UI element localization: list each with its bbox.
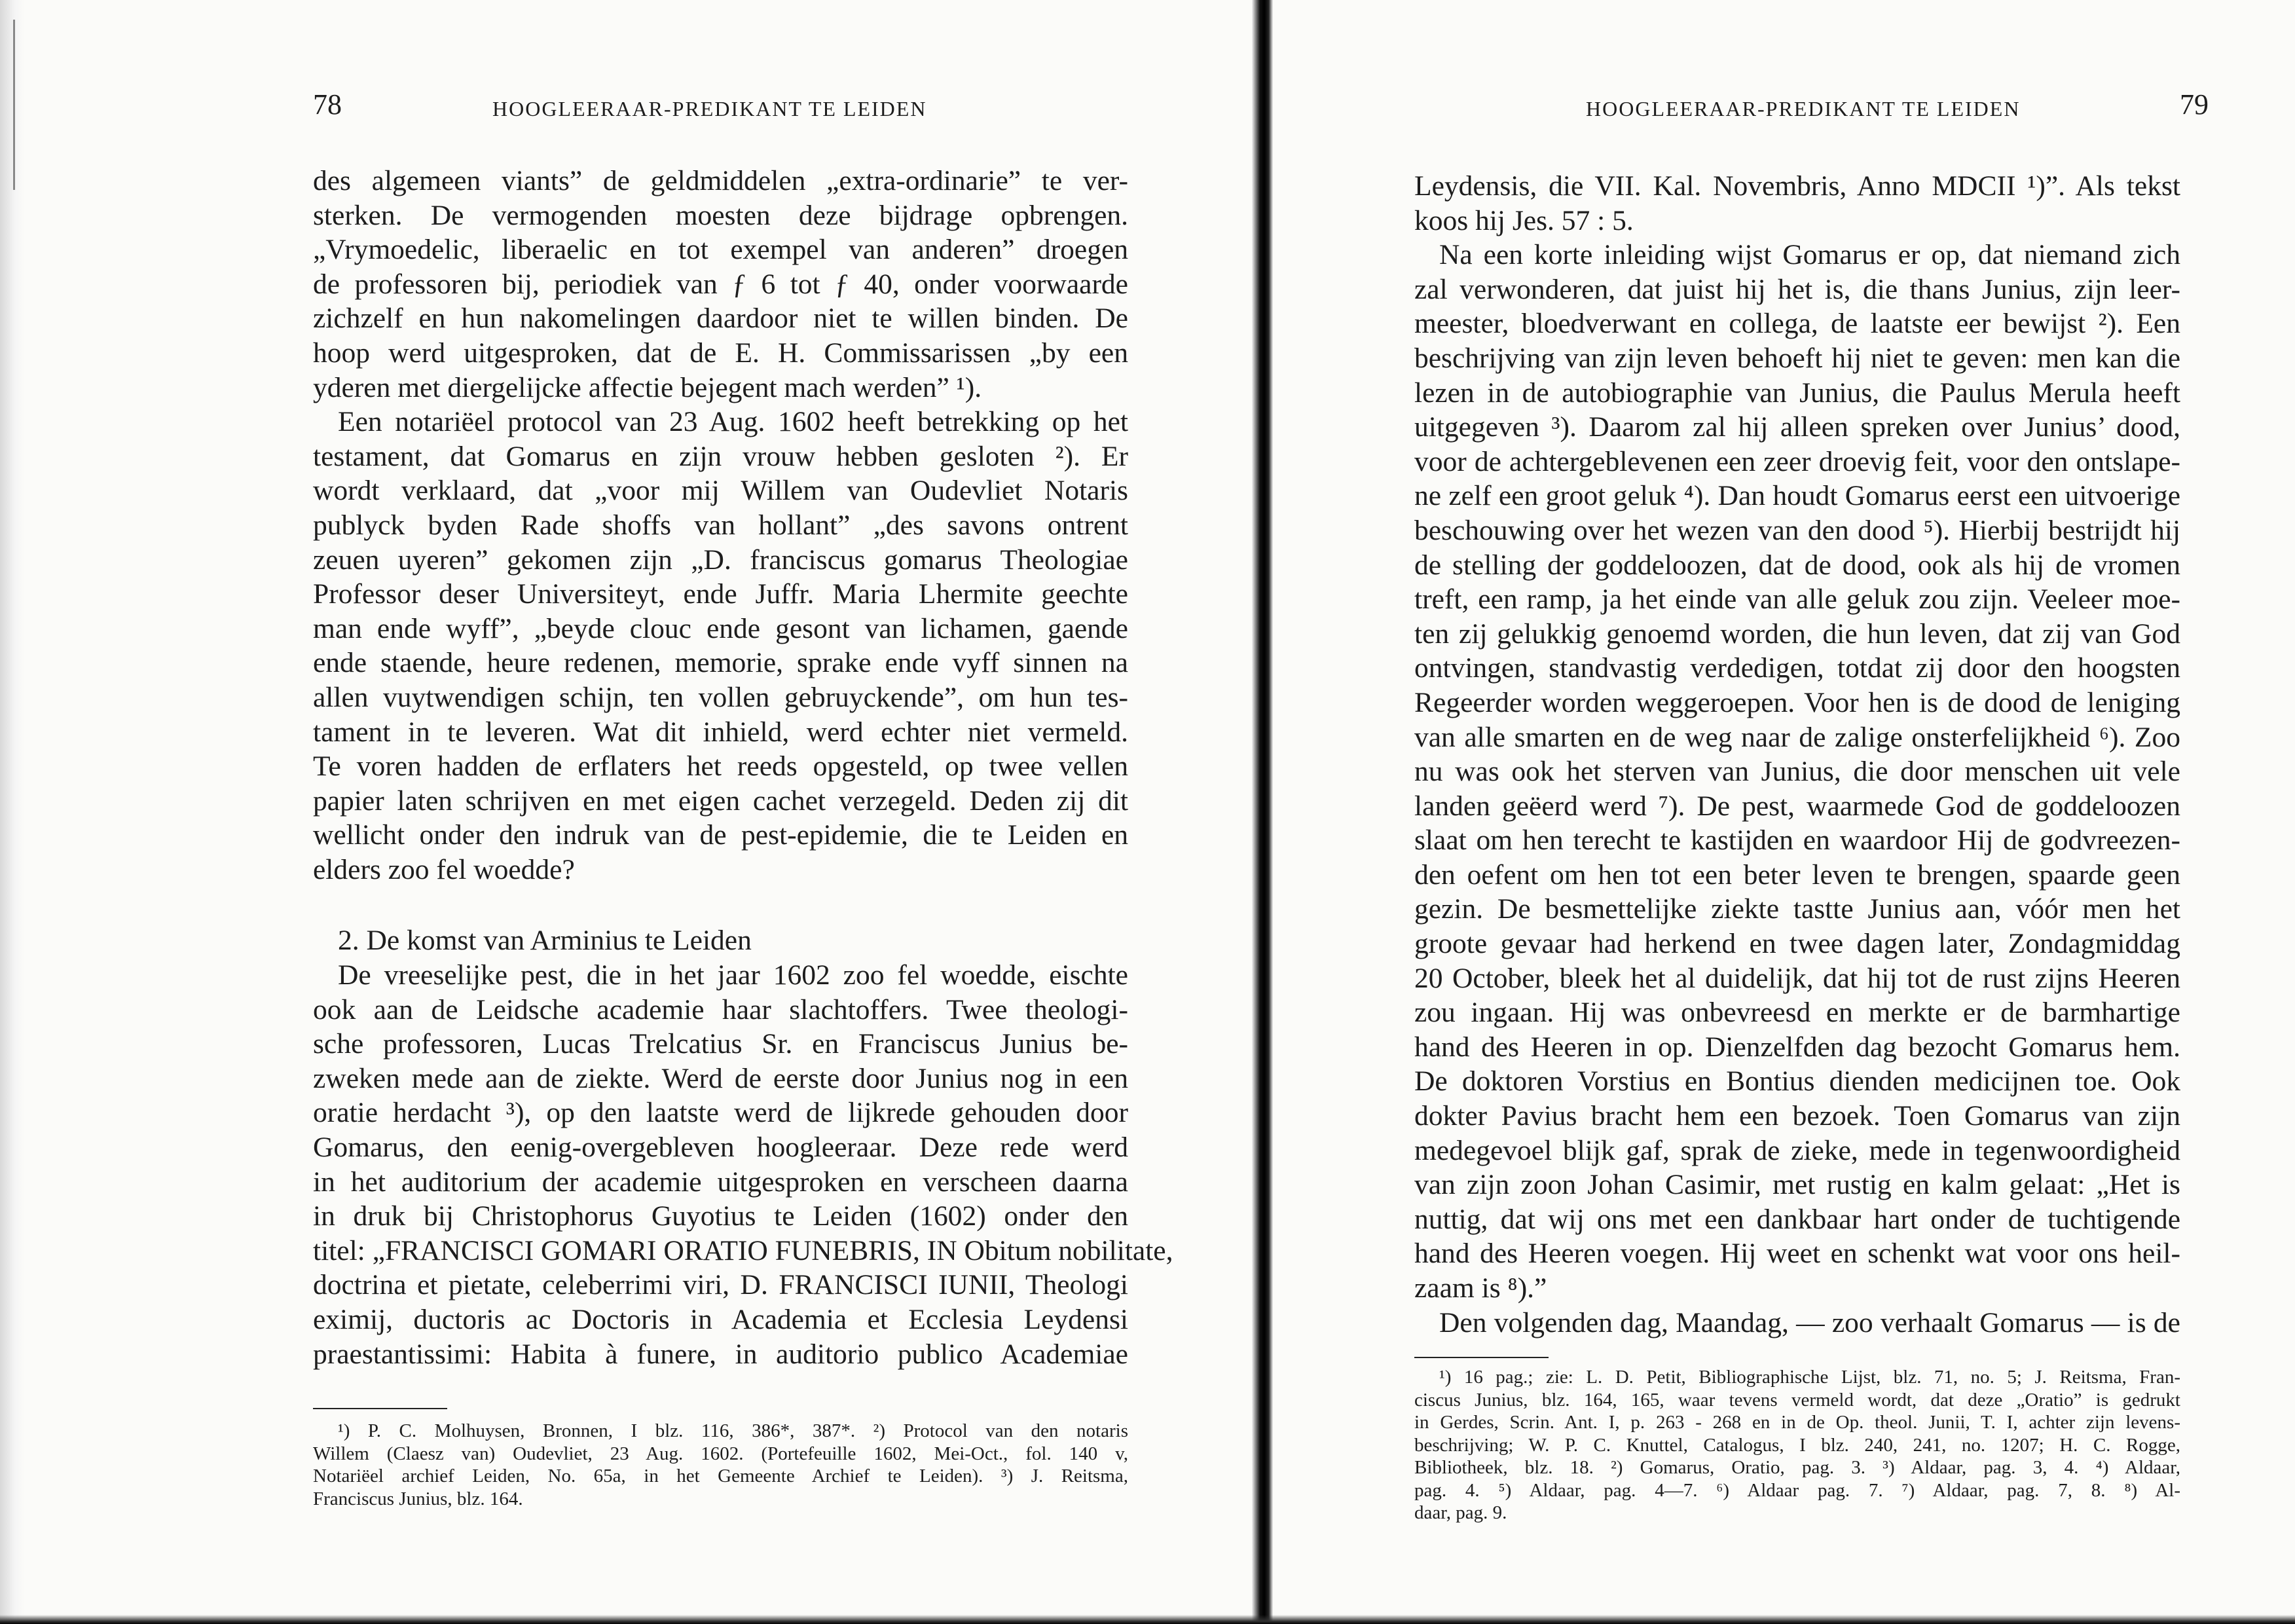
text-line: wellicht onder den indruk van de pest-epidemie, die te Leiden en [313,819,1128,851]
text-line: zaam is ⁸).” [1414,1272,1547,1304]
text-line: medegevoel blijk gaf, sprak de zieke, mede in tegenwoordigheid [1414,1134,2180,1166]
text-line: zichzelf en hun nakomelingen daardoor niet te willen binden. De [313,303,1128,335]
book-gutter [1252,0,1273,1624]
scan-edge-mark [13,20,15,190]
text-line: eximij, ductoris ac Doctoris in Academia et Ecclesia Leydensi [313,1304,1128,1335]
text-line: Te voren hadden de erflaters het reeds opgesteld, op twee vellen [313,750,1128,783]
footnote-line: Willem (Claesz van) Oudevliet, 23 Aug. 1602. (Portefeuille 1602, Mei-Oct., fol. 140 v, [313,1443,1128,1464]
text-line: meester, bloedverwant en collega, de laatste eer bewijst ²). Een [1414,308,2180,340]
footnote-line: beschrijving; W. P. C. Knuttel, Catalogus, I blz. 240, 241, no. 1207; H. C. Rogge, [1414,1434,2180,1456]
footnote-rule [1414,1357,1549,1358]
text-line: van alle smarten en de weg naar de zalige onsterfelijkheid ⁶). Zoo [1414,721,2180,753]
text-line: des algemeen viants” de geldmiddelen „extra-ordinarie” te ver- [313,165,1128,196]
text-line: titel: „FRANCISCI GOMARI ORATIO FUNEBRIS, IN Obitum nobilitate, [313,1234,1173,1266]
text-line: dokter Pavius bracht hem een bezoek. Toen Gomarus van zijn [1414,1100,2180,1132]
running-head: HOOGLEERAAR-PREDIKANT TE LEIDEN [1586,97,2021,120]
text-line: wordt verklaard, dat „voor mij Willem van Oudevliet Notaris [313,475,1128,507]
text-line: De vreeselijke pest, die in het jaar 1602 zoo fel woedde, eischte [338,959,1128,991]
footnote-line: ¹) 16 pag.; zie: L. D. Petit, Bibliographische Lijst, blz. 71, no. 5; J. Reitsma, Fran- [1439,1367,2180,1388]
body-text [313,164,1173,1371]
text-line: yderen met diergelijcke affectie bejegent mach werden” ¹). [313,371,982,403]
text-line: beschrijving van zijn leven behoeft hij niet te geven: men kan die [1414,342,2180,374]
text-line: zeuen uyeren” gekomen zijn „D. franciscus gomarus Theologiae [313,544,1128,576]
text-line: Regeerder worden weggeroepen. Voor hen is de dood de leniging [1414,686,2180,718]
text-line: gezin. De besmettelijke ziekte tastte Junius aan, vóór men het [1414,893,2180,925]
text-line: allen vuytwendigen schijn, ten vollen gebruyckende”, om hun tes- [313,681,1128,713]
text-line: in druk bij Christophorus Guyotius te Leiden (1602) onder den [313,1200,1128,1232]
text-line: ne zelf een groot geluk ⁴). Dan houdt Gomarus eerst een uitvoerige [1414,480,2180,512]
text-line: Een notariëel protocol van 23 Aug. 1602 heeft betrekking op het [338,406,1128,438]
body-text [1414,169,2180,1340]
text-line: in het auditorium der academie uitgesproken en verscheen daarna [313,1166,1128,1198]
running-head: HOOGLEERAAR-PREDIKANT TE LEIDEN [492,97,927,120]
text-line: ende staende, heure redenen, memorie, sprake ende vyff sinnen na [313,647,1128,679]
text-line: van zijn zoon Johan Casimir, met rustig en kalm gelaat: „Het is [1414,1169,2180,1201]
text-line: landen geëerd werd ⁷). De pest, waarmede God de goddeloozen [1414,790,2180,822]
text-line: nu was ook het sterven van Junius, die door menschen uit vele [1414,756,2180,788]
text-line: doctrina et pietate, celeberrimi viri, D. FRANCISCI IUNII, Theologi [313,1269,1128,1301]
text-line: den oefent om hen tot een beter leven te brengen, spaarde geen [1414,858,2180,891]
text-line: elders zoo fel woedde? [313,853,575,885]
page-number: 79 [2180,88,2209,120]
text-line: nuttig, dat wij ons met een dankbaar hart onder de tuchtigende [1414,1203,2180,1235]
section-heading: 2. De komst van Arminius te Leiden [338,925,752,957]
text-line: Leydensis, die VII. Kal. Novembris, Anno MDCII ¹)”. Als tekst [1414,170,2180,202]
text-line: Na een korte inleiding wijst Gomarus er op, dat niemand zich [1439,239,2180,271]
footnote-line: Franciscus Junius, blz. 164. [313,1488,523,1509]
right-page [1273,0,2295,1624]
text-line: „Vrymoedelic, liberaelic en tot exempel van anderen” droegen [313,234,1128,266]
text-line: groote gevaar had herkend en twee dagen later, Zondagmiddag [1414,928,2180,960]
text-line: voor de achtergeblevenen een zeer droevig feit, voor den ontslape- [1414,445,2180,477]
text-line: ten zij gelukkig genoemd worden, die hun leven, dat zij van God [1414,618,2180,650]
text-line: de professoren bij, periodiek van ƒ 6 tot ƒ 40, onder voorwaarde [313,268,1128,300]
text-line: zal verwonderen, dat juist hij het is, die thans Junius, zijn leer- [1414,273,2180,305]
text-line: hoop werd uitgesproken, dat de E. H. Commissarissen „by een [313,337,1128,369]
scan-bottom-edge [0,1615,2295,1624]
page-edge-shadow [0,0,25,1624]
text-line: Gomarus, den eenig-overgebleven hoogleeraar. Deze rede werd [313,1132,1128,1164]
text-line: Den volgenden dag, Maandag, — zoo verhaalt Gomarus — is de [1439,1306,2180,1338]
text-line: De doktoren Vorstius en Bontius dienden medicijnen toe. Ook [1414,1065,2180,1098]
footnotes [313,1420,1128,1510]
footnote-line: ciscus Junius, blz. 164, 165, waar tevens vermeld wordt, dat deze „Oratio” is gedrukt [1414,1389,2180,1411]
footnote-line: ¹) P. C. Molhuysen, Bronnen, I blz. 116, 386*, 387*. ²) Protocol van den notaris [338,1420,1128,1441]
footnote-line: Notariëel archief Leiden, No. 65a, in het Gemeente Archief te Leiden). ³) J. Reitsma, [313,1466,1128,1486]
text-line: Professor deser Universiteyt, ende Juffr. Maria Lhermite geechte [313,578,1128,610]
footnote-line: pag. 4. ⁵) Aldaar, pag. 4—7. ⁶) Aldaar pag. 7. ⁷) Aldaar, pag. 7, 8. ⁸) Al- [1414,1479,2180,1501]
text-line: sche professoren, Lucas Trelcatius Sr. en Franciscus Junius be- [313,1028,1128,1060]
text-line: slaat om hen terecht te kastijden en waardoor Hij de godvreezen- [1414,824,2180,857]
text-line: de stelling der goddeloozen, dat de dood, ook als hij de vromen [1414,549,2180,581]
text-line: publyck byden Rade shoffs van hollant” „des savons ontrent [313,509,1128,541]
text-line: papier laten schrijven en met eigen cachet verzegeld. Deden zij dit [313,784,1128,817]
footnote-line: in Gerdes, Scrin. Ant. I, p. 263 - 268 en in de Op. theol. Junii, T. I, achter zijn levens- [1414,1412,2180,1433]
text-line: koos hij Jes. 57 : 5. [1414,204,1634,236]
text-line: hand des Heeren voegen. Hij weet en schenkt wat voor ons heil- [1414,1238,2180,1270]
text-line: man ende wyff”, „beyde clouc ende gesont van lichamen, gaende [313,612,1128,644]
footnote-line: daar, pag. 9. [1414,1502,1507,1523]
text-line: testament, dat Gomarus en zijn vrouw hebben gesloten ²). Er [313,440,1128,472]
text-line: lezen in de autobiographie van Junius, die Paulus Merula heeft [1414,377,2180,409]
text-line: 20 October, bleek het al duidelijk, dat hij tot de rust zijns Heeren [1414,962,2180,994]
footnote-line: Bibliotheek, blz. 18. ²) Gomarus, Oratio, pag. 3. ³) Aldaar, pag. 3, 4. ⁴) Aldaar, [1414,1457,2180,1478]
text-line: uitgegeven ³). Daarom zal hij alleen spreken over Junius’ dood, [1414,411,2180,443]
text-line: treft, een ramp, ja het einde van alle geluk zou zijn. Veeleer moe- [1414,583,2180,616]
text-line: sterken. De vermogenden moesten deze bijdrage opbrengen. [313,199,1128,231]
text-line: ontvingen, standvastig verdedigen, totdat zij door den hoogsten [1414,652,2180,684]
page-number: 78 [313,88,342,120]
text-line: praestantissimi: Habita à funere, in auditorio publico Academiae [313,1338,1128,1370]
footnotes [1414,1366,2180,1524]
text-line: zweken mede aan de ziekte. Werd de eerste door Junius nog in een [313,1062,1128,1094]
text-line: tament in te leveren. Wat dit inhield, werd echter niet vermeld. [313,716,1128,748]
text-line: beschouwing over het wezen van den dood ⁵). Hierbij bestrijdt hij [1414,514,2180,546]
text-line: ook aan de Leidsche academie haar slachtoffers. Twee theologi- [313,993,1128,1025]
text-line: hand des Heeren in op. Dienzelfden dag bezocht Gomarus hem. [1414,1031,2180,1063]
footnote-rule [313,1408,447,1409]
text-line: zou ingaan. Hij was onbevreesd en merkte er de barmhartige [1414,997,2180,1029]
text-line: oratie herdacht ³), op den laatste werd de lijkrede gehouden door [313,1097,1128,1129]
